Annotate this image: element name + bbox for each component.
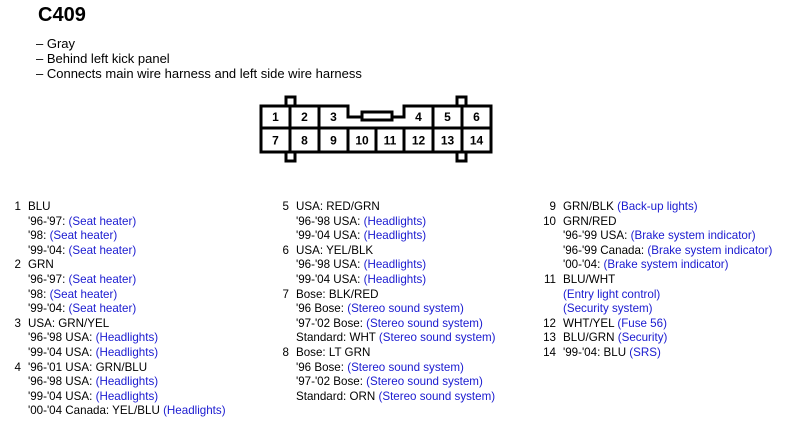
pin-label: 5 [444,110,451,124]
pin-line [28,346,158,361]
pin-line [28,273,136,288]
wire-info: '96-'01 USA: GRN/BLU [28,360,148,374]
circuit-link[interactable]: (Brake system indicator) [603,258,729,272]
pin-lines [563,273,660,317]
pin-label: 1 [272,110,279,124]
pin-line [296,331,496,346]
pin-number: 12 [543,316,556,330]
pin-number: 14 [543,345,556,359]
circuit-link[interactable]: (Seat heater) [49,287,118,301]
pin-number: 1 [14,200,21,213]
circuit-link[interactable]: (Stereo sound system) [366,316,483,330]
pin-line [28,302,136,317]
circuit-link[interactable]: (Seat heater) [68,272,137,286]
wire-info: '99-'04 USA: [28,345,96,359]
wire-info: '99-'04: BLU [563,345,630,359]
wire-info: Bose: BLK/RED [296,287,379,301]
wire-info: '96-'97: [28,272,69,286]
lock-tab-top-right [457,97,466,106]
pin-line [563,288,660,303]
pin-lines [563,317,667,332]
pin-label: 7 [272,133,279,148]
pin-label: 11 [383,133,397,148]
pin-number: 5 [282,200,289,213]
circuit-link[interactable]: (Headlights) [95,345,159,359]
pin-line [28,375,226,390]
pin-entry [8,258,226,316]
pin-line [296,288,496,303]
circuit-link[interactable]: (Headlights) [95,375,159,389]
pin-line [296,302,496,317]
wire-info: USA: GRN/YEL [28,316,110,330]
circuit-link[interactable]: (Headlights) [163,404,226,418]
pin-label: 12 [411,133,426,148]
wire-info: GRN [28,258,54,272]
wire-info: '99-'04 USA: [28,389,96,403]
circuit-link[interactable]: (Headlights) [95,389,159,403]
wire-info: '99-'04: [28,302,69,316]
wire-info: GRN/BLK [563,200,618,213]
pin-column-1 [8,200,226,419]
pin-line [28,244,136,259]
pin-line [28,258,136,273]
pin-label: 3 [330,110,337,124]
pin-lines [563,346,661,361]
pin-lines [563,331,667,346]
pin-line [563,317,667,332]
pin-line [296,215,426,230]
wire-info: WHT/YEL [563,316,618,330]
wire-info: Standard: ORN [296,389,379,403]
pin-number: 2 [14,258,21,272]
wire-info: '96 Bose: [296,360,348,374]
pin-line [296,273,426,288]
circuit-link[interactable]: (Seat heater) [68,214,137,228]
wire-info: BLU/GRN [563,331,618,345]
wire-info: USA: YEL/BLK [296,243,374,257]
wire-info: '00-'04: [563,258,604,272]
circuit-link[interactable]: (Security system) [563,302,653,316]
wire-info: '96-'98 USA: [28,375,96,389]
pin-lines [28,258,136,316]
circuit-link[interactable]: (Seat heater) [68,243,137,257]
lock-tab-bottom-left [286,152,295,161]
wire-info: '98: [28,229,50,243]
pin-lines [296,200,426,244]
pin-line [563,200,698,215]
lock-tab-top-left [286,97,295,106]
pin-number: 11 [543,272,556,286]
pin-lines [28,361,226,419]
pin-line [28,229,136,244]
circuit-link[interactable]: (SRS) [629,345,661,359]
circuit-link[interactable]: (Headlights) [363,272,427,286]
circuit-link[interactable]: (Stereo sound system) [347,360,464,374]
wire-info: '96-'98 USA: [28,331,96,345]
pin-line [28,215,136,230]
pin-line [296,317,496,332]
wire-info: BLU/WHT [563,272,616,286]
pin-lines [563,200,698,215]
pin-label: 2 [301,110,308,124]
pin-entry [276,244,496,288]
pin-line [296,390,495,405]
wire-info: '99-'04 USA: [296,229,364,243]
circuit-link[interactable]: (Seat heater) [49,229,118,243]
circuit-link[interactable]: (Stereo sound system) [378,389,496,403]
wire-info: BLU [28,200,51,213]
pin-line [296,375,495,390]
note-location: – Behind left kick panel [36,51,170,66]
wire-info: '99-'04: [28,243,69,257]
pin-number: 6 [282,243,289,257]
wire-info: '97-'02 Bose: [296,316,367,330]
circuit-link[interactable]: (Security) [617,331,668,345]
wire-info: '96-'97: [28,214,69,228]
lock-tab-bottom-right [457,152,466,161]
pin-line [296,346,495,361]
pin-lines [296,288,496,346]
wire-info: '96-'99 USA: [563,229,631,243]
pin-entry [543,331,772,346]
pin-line [296,244,426,259]
pin-entry [276,346,496,404]
pin-line [28,390,226,405]
pin-label: 9 [330,133,337,148]
pin-line [296,258,426,273]
pin-number: 10 [543,214,556,228]
pin-entry [543,346,772,361]
pin-line [28,200,136,215]
pin-lines [296,244,426,288]
pin-label: 6 [473,110,480,124]
pin-number: 3 [14,316,21,330]
pin-line [563,302,660,317]
pin-number: 7 [282,287,289,301]
circuit-link[interactable]: (Headlights) [363,258,427,272]
pin-label: 10 [355,133,369,148]
pin-number: 8 [282,345,289,359]
pin-entry [543,273,772,317]
wire-info: GRN/RED [563,214,617,228]
pin-entry [8,200,226,258]
pin-lines [28,317,158,361]
pin-line [563,331,667,346]
pin-line [28,317,158,332]
pin-line [28,288,136,303]
connector-face [258,95,498,165]
wire-info: '96 Bose: [296,302,348,316]
wire-info: '96-'98 USA: [296,214,364,228]
wire-info: '96-'98 USA: [296,258,364,272]
wire-info: '00-'04 Canada: YEL/BLU [28,404,164,418]
pin-line [563,346,661,361]
pin-entry [8,317,226,361]
circuit-link[interactable]: (Brake system indicator) [630,229,756,243]
pin-entry [543,317,772,332]
circuit-link[interactable]: (Stereo sound system) [378,331,496,345]
pin-line [563,258,772,273]
wire-info: Bose: LT GRN [296,345,371,359]
pin-line [563,215,772,230]
pin-line [563,273,660,288]
pin-line [28,404,226,419]
pin-entry [543,215,772,273]
pin-number: 9 [549,200,556,213]
pin-label: 14 [469,133,484,148]
note-color: – Gray [36,36,76,51]
pin-label: 8 [301,133,308,148]
pin-label: 13 [440,133,455,148]
circuit-link[interactable]: (Stereo sound system) [366,375,483,389]
circuit-link[interactable]: (Headlights) [363,214,427,228]
pin-line [563,229,772,244]
connector-notes [36,36,362,81]
pin-line [28,331,158,346]
connector-title: C409 [38,4,86,26]
pin-label: 4 [415,110,422,124]
pin-entry [543,200,772,215]
pin-line [563,244,772,259]
pin-lines [28,200,136,258]
pin-lines [563,215,772,273]
pin-entry [276,200,496,244]
wire-info: USA: RED/GRN [296,200,380,213]
note-connects: – Connects main wire harness and left side wire harness [36,66,362,81]
circuit-link[interactable]: (Headlights) [363,229,427,243]
pin-column-2 [276,200,496,404]
circuit-link[interactable]: (Stereo sound system) [347,302,464,316]
circuit-link[interactable]: (Back-up lights) [617,200,698,213]
center-latch [362,112,392,120]
wire-info: Standard: WHT [296,331,379,345]
pin-column-3 [543,200,772,361]
pin-line [296,229,426,244]
pin-lines [296,346,495,404]
wire-info: '96-'99 Canada: [563,243,648,257]
circuit-link[interactable]: (Entry light control) [563,287,661,301]
pin-line [296,200,426,215]
circuit-link[interactable]: (Brake system indicator) [647,243,773,257]
pin-line [28,361,226,376]
circuit-link[interactable]: (Fuse 56) [617,316,667,330]
pin-entry [276,288,496,346]
pin-number: 13 [543,331,556,345]
circuit-link[interactable]: (Seat heater) [68,302,137,316]
connector-diagram [258,95,498,170]
wire-info: '97-'02 Bose: [296,375,367,389]
pin-number: 4 [14,360,21,374]
pin-entry [8,361,226,419]
circuit-link[interactable]: (Headlights) [95,331,159,345]
wire-info: '99-'04 USA: [296,272,364,286]
pin-line [296,361,495,376]
wire-info: '98: [28,287,50,301]
